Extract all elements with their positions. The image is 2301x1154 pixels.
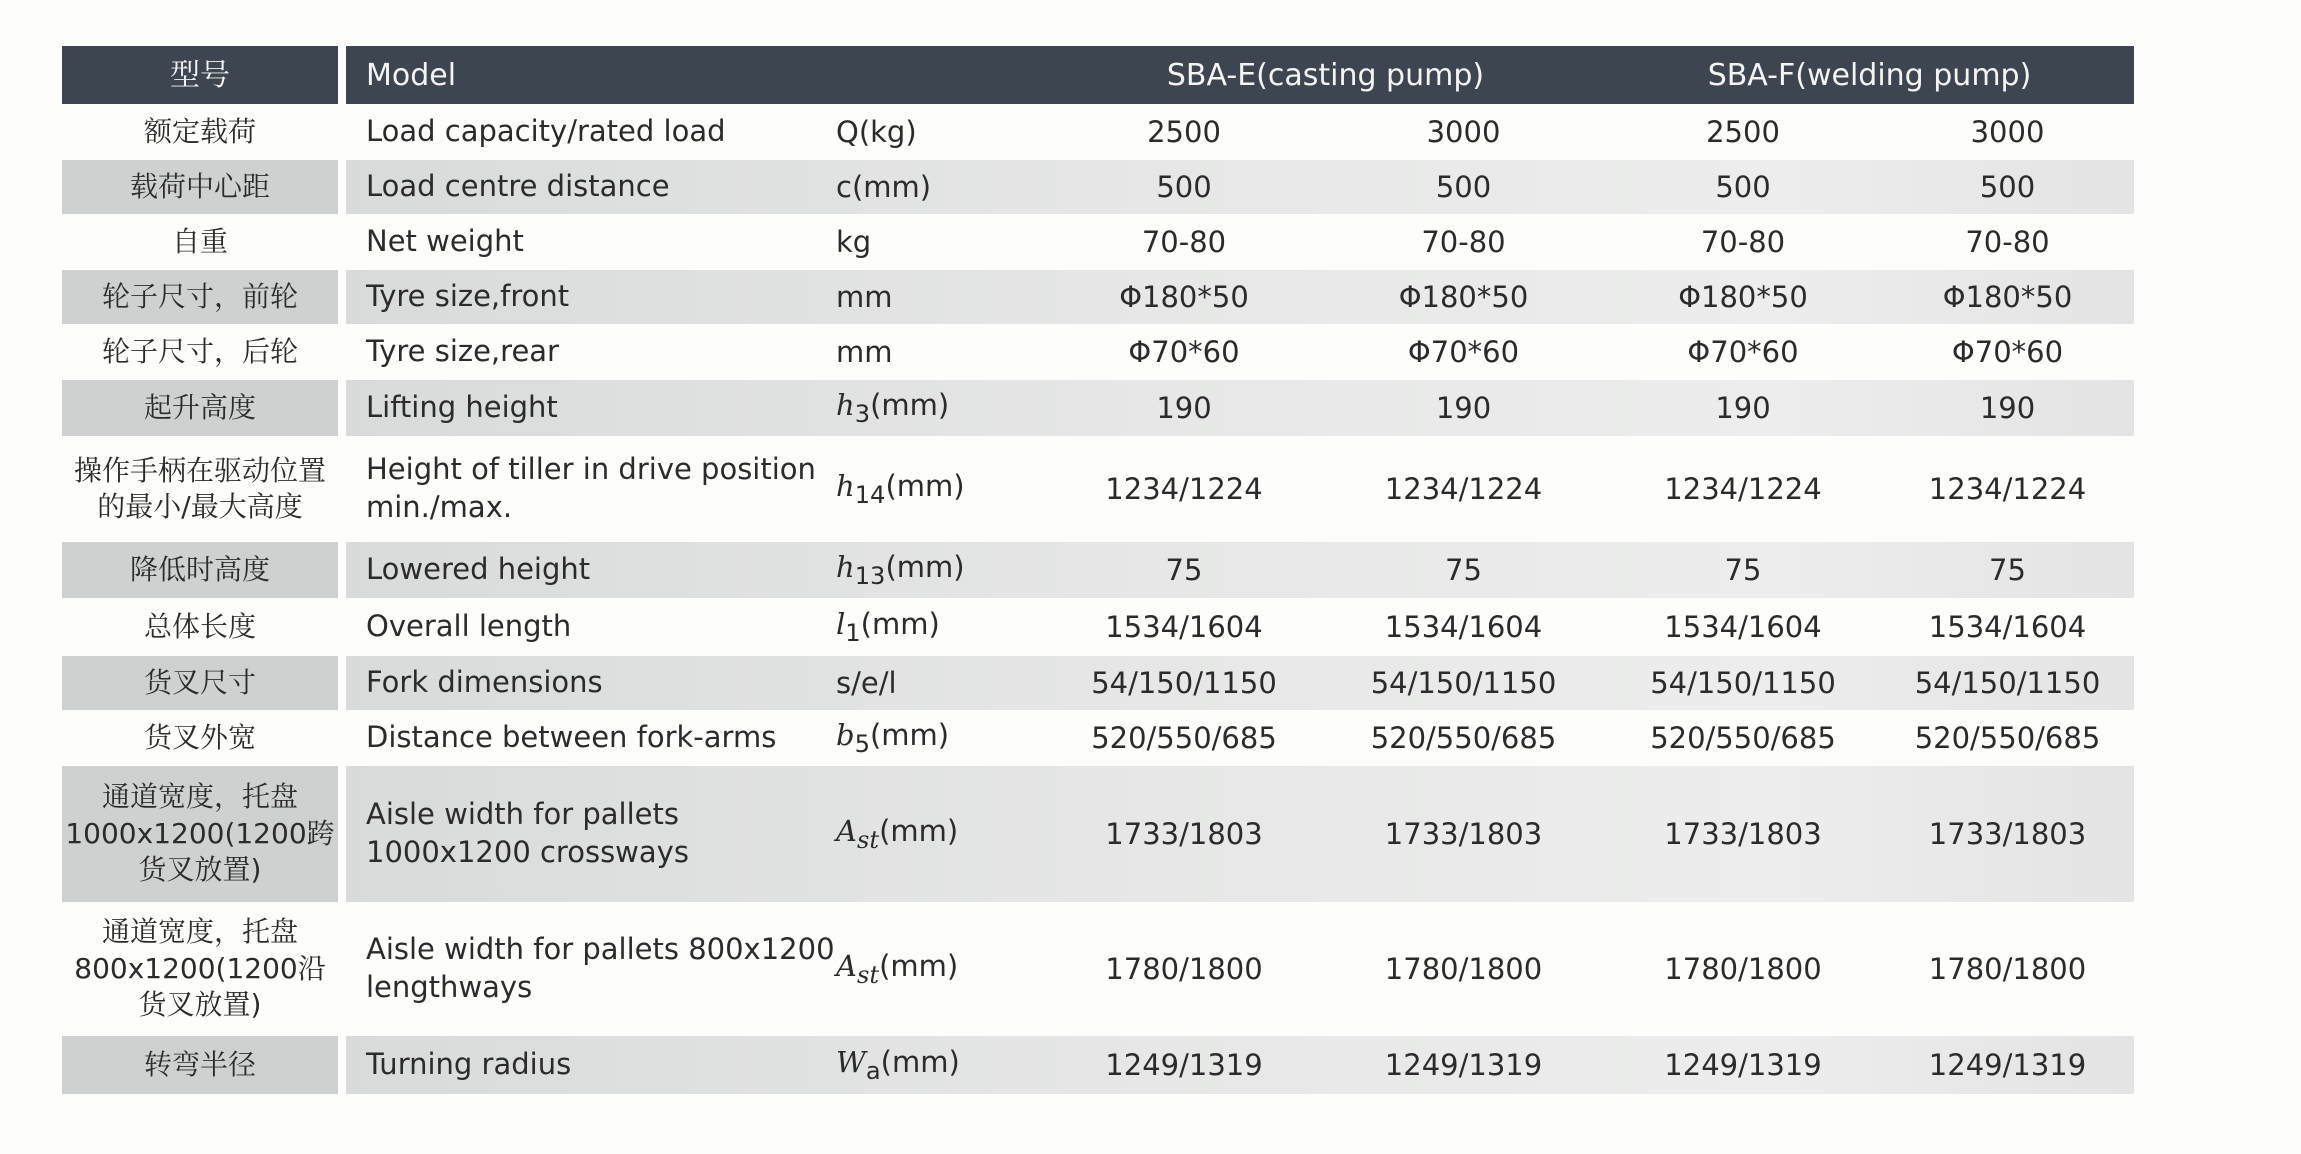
table-row [62,160,2134,214]
row-zh: 轮子尺寸，前轮 [62,270,346,324]
cell: 1534/1604 [1384,610,1543,644]
cell: 1234/1224 [1105,472,1263,506]
cell: 1733/1803 [1105,817,1263,851]
table-row [62,436,2134,542]
row-unit: Q(kg) [836,115,917,149]
table-row [62,324,2134,380]
row-en: Overall length [366,609,572,644]
row-unit: mm [836,335,893,369]
cell: 500 [1156,170,1212,204]
cell: 190 [1435,391,1492,425]
cell: 1249/1319 [1105,1048,1263,1082]
header-group-e: SBA-E(casting pump) [1166,57,1485,93]
cell: 70-80 [1700,225,1786,259]
row-zh: 通道宽度，托盘800x1200(1200沿货叉放置) [62,902,346,1036]
cell: 1780/1800 [1384,952,1543,986]
cell: 520/550/685 [1370,721,1557,755]
cell: 54/150/1150 [1914,666,2101,700]
cell: 190 [1156,391,1212,425]
cell: 75 [1724,553,1762,587]
row-en: Load capacity/rated load [366,114,726,149]
table-row [62,542,2134,598]
row-zh: 额定载荷 [62,104,346,160]
cell: 75 [1989,553,2026,587]
row-zh: 转弯半径 [62,1036,346,1094]
cell: 1234/1224 [1384,472,1543,506]
cell: 1780/1800 [1928,952,2087,986]
cell: 190 [1715,391,1771,425]
cell: 54/150/1150 [1091,666,1277,700]
row-en: Turning radius [366,1047,572,1082]
row-zh: 降低时高度 [62,542,346,598]
row-en: Load centre distance [366,169,670,204]
cell: 1534/1604 [1664,610,1822,644]
cell: 70-80 [1965,225,2050,259]
table-row [62,598,2134,656]
row-unit: $h_3(mm)$ [836,388,950,428]
cell: 520/550/685 [1650,721,1836,755]
row-unit: mm [836,280,893,314]
row-en: Lifting height [366,390,558,425]
row-zh: 总体长度 [62,598,346,656]
cell: 54/150/1150 [1370,666,1557,700]
row-unit: $b_5(mm)$ [836,718,950,758]
cell: Φ70*60 [1687,335,1799,369]
header-zh: 型号 [62,46,346,104]
cell: 1780/1800 [1105,952,1263,986]
table-row [62,902,2134,1036]
table-row [62,1036,2134,1094]
table-header [62,46,2134,104]
cell: 500 [1715,170,1771,204]
row-en: Distance between fork-arms [366,720,777,755]
cell: 1249/1319 [1664,1048,1822,1082]
cell: 500 [1435,170,1492,204]
cell: 1534/1604 [1105,610,1263,644]
row-unit: $W_a(mm)$ [836,1045,960,1085]
cell: 1249/1319 [1384,1048,1543,1082]
cell: Φ70*60 [1407,335,1520,369]
row-en: Height of tiller in drive position min./max. [366,452,816,524]
cell: 520/550/685 [1914,721,2101,755]
table-row [62,766,2134,902]
row-en: Aisle width for pallets 800x1200 lengthways [366,932,835,1004]
row-unit: $h_{14}(mm)$ [836,469,965,509]
cell: Φ180*50 [1119,280,1249,314]
row-unit: $A_{st}(mm)$ [836,814,959,854]
cell: Φ180*50 [1942,280,2073,314]
cell: Φ180*50 [1398,280,1529,314]
table-row [62,270,2134,324]
cell: Φ70*60 [1128,335,1240,369]
cell: 520/550/685 [1091,721,1277,755]
table-row [62,656,2134,710]
header-group-f: SBA-F(welding pump) [1707,57,2032,93]
cell: 70-80 [1421,225,1506,259]
cell: 500 [1979,170,2036,204]
row-zh: 操作手柄在驱动位置的最小/最大高度 [62,436,346,542]
row-zh: 载荷中心距 [62,160,346,214]
cell: 3000 [1970,115,2045,149]
row-en: Lowered height [366,552,591,587]
cell: 1249/1319 [1928,1048,2087,1082]
row-zh: 通道宽度，托盘1000x1200(1200跨货叉放置) [62,766,346,902]
cell: 1733/1803 [1928,817,2087,851]
spec-table [62,46,2134,1094]
header-en: Model [366,57,457,93]
row-zh: 货叉外宽 [62,710,346,766]
row-unit: c(mm) [836,170,932,204]
row-en: Fork dimensions [366,665,603,700]
row-unit: $h_{13}(mm)$ [836,550,965,590]
cell: 75 [1445,553,1482,587]
cell: 1534/1604 [1928,610,2087,644]
cell: 1733/1803 [1664,817,1822,851]
cell: 2500 [1147,115,1221,149]
row-zh: 自重 [62,214,346,270]
row-unit: $l_1(mm)$ [836,607,940,647]
cell: Φ180*50 [1678,280,1808,314]
cell: Φ70*60 [1951,335,2064,369]
cell: 54/150/1150 [1650,666,1836,700]
cell: 70-80 [1141,225,1227,259]
table-row [62,214,2134,270]
row-en: Tyre size,front [366,279,570,314]
table-row [62,380,2134,436]
row-en: Tyre size,rear [366,334,559,369]
row-zh: 货叉尺寸 [62,656,346,710]
row-unit: s/e/l [836,666,897,700]
row-unit: kg [836,225,872,259]
cell: 2500 [1706,115,1780,149]
cell: 1733/1803 [1384,817,1543,851]
table-row [62,710,2134,766]
cell: 75 [1165,553,1203,587]
cell: 1780/1800 [1664,952,1822,986]
row-zh: 起升高度 [62,380,346,436]
table-row [62,104,2134,160]
row-en: Aisle width for pallets 1000x1200 crossways [366,797,689,869]
cell: 1234/1224 [1664,472,1822,506]
cell: 3000 [1426,115,1501,149]
row-zh: 轮子尺寸，后轮 [62,324,346,380]
cell: 190 [1979,391,2036,425]
row-unit: $A_{st}(mm)$ [836,949,959,989]
row-en: Net weight [366,224,524,259]
cell: 1234/1224 [1928,472,2087,506]
